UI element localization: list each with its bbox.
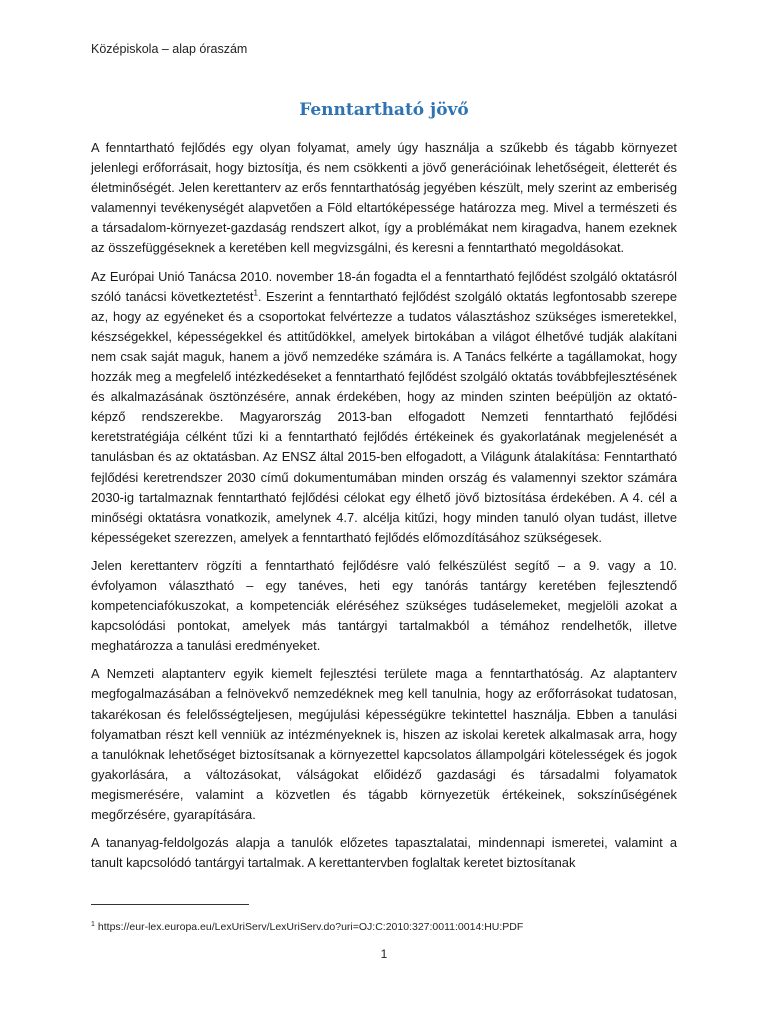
footnote-reference[interactable]: 1 [253, 288, 258, 298]
footnote-marker: 1 [91, 920, 95, 928]
paragraph-2-text-before: Az Európai Unió Tanácsa 2010. november 18-án fogadta el a fenntartható fejlődést szolgáló oktatásról szóló tanácsi következtetést [91, 268, 677, 304]
running-header: Középiskola – alap óraszám [91, 42, 248, 56]
paragraph-2-text-after: . Eszerint a fenntartható fejlődést szolgáló oktatás legfontosabb szerepe az, hogy az egyéneket és a csoportokat felvértezze a tudatos választáshoz szükséges ismeretekkel, készségekkel, képességekkel és attitűdökkel, amelyek birtokában a világot élhetővé tudják alakítani nem csak saját maguk, hanem a jövő nemzedéke számára is. A Tanács felkérte a tagállamokat, hogy hozzák meg a megfelelő intézkedéseket a fenntartható fejlődést szolgáló oktatás továbbfejlesztésének és alkalmazásának ösztönzésére, annak érdekében, hogy az minden szinten beépüljön az oktató-képző rendszerekbe. Magyarország 2013-ban elfogadott Nemzeti fenntartható fejlődési keretstratégiája célként tűzi ki a fenntartható fejlődés értékeinek és gyakorlatának megjelenését a tanulásban és az oktatásban. Az ENSZ által 2015-ben elfogadott, a Világunk átalakítása: Fenntartható fejlődési keretrendszer 2030 című dokumentumában minden ország és valamennyi szektor számára 2030-ig tartalmaznak fenntartható fejlődési célokat egy élhető jövő biztosítása érdekében. A 4. cél a minőségi oktatásra vonatkozik, amelynek 4.7. alcélja kitűzi, hogy minden tanuló olyan tudást, illetve képességeket szerezzen, amelyek a fenntartható fejlődés előmozdításához szükségesek. [91, 288, 678, 545]
section-title: Fenntartható jövő [299, 100, 469, 120]
paragraph-1: A fenntartható fejlődés egy olyan folyamat, amely úgy használja a szűkebb és tágabb környezet jelenlegi erőforrásait, hogy biztosítja, és nem csökkenti a jövő generációinak lehetőségeit, életterét és életminőségét. Jelen kerettanterv az erős fenntarthatóság jegyében készült, mely szerint az emberiség valamennyi tevékenységét alapvetően a Föld eltartóképessége határozza meg. Mivel a természeti és a társadalom-környezet-gazdaság rendszert alkot, így a problémákat nem kiragadva, hanem ezeknek az összefüggéseknek a keretében kell megvizsgálni, és keresni a fenntartható megoldásokat. [91, 140, 677, 256]
paragraph-4: A Nemzeti alaptanterv egyik kiemelt fejlesztési területe maga a fenntarthatóság. Az alaptanterv megfogalmazásában a felnövekvő nemzedéknek meg kell tanulnia, hogy az erőforrásokat tudatosan, takarékosan és felelősségteljesen, megújulási képességükre tekintettel használja. Ebben a tanulási folyamatban részt kell venniük az intézményeknek is, hiszen az iskolai keretek alkalmasak arra, hogy a tanulóknak lehetőséget biztosítsanak a környezettel kapcsolatos állampolgári kötelességek és jogok gyakorlására, a változásokat, válságokat előidéző gazdasági és társadalmi folyamatok megismerésére, valamint a közvetlen és tágabb környezetük értékeinek, sokszínűségének megőrzésére, gyarapítására. [91, 666, 677, 822]
paragraph-3: Jelen kerettanterv rögzíti a fenntartható fejlődésre való felkészülést segítő – a 9. vagy a 10. évfolyamon választható – egy tanéves, heti egy tanórás tantárgy keretében fejlesztendő kompetenciafókuszokat, a kompetenciák eléréséhez szükséges tudáselemeket, megjelöli azokat a kapcsolódási pontokat, amelyek más tantárgyi tartalmakból a témához rendelhetők, illetve meghatározza a tanulási eredményeket. [91, 557, 677, 654]
body-text [91, 138, 677, 881]
footnote [91, 921, 523, 933]
page-number: 1 [380, 947, 388, 961]
footnote-link[interactable]: https://eur-lex.europa.eu/LexUriServ/LexUriServ.do?uri=OJ:C:2010:327:0011:0014:HU:PDF [97, 921, 524, 933]
paragraph-2 [91, 267, 677, 548]
paragraph-5: A tananyag-feldolgozás alapja a tanulók előzetes tapasztalatai, mindennapi ismeretei, valamint a tanult kapcsolódó tantárgyi tartalmak. A kerettantervben foglaltak keretet biztosítanak [91, 835, 677, 871]
footnote-separator [91, 904, 249, 905]
